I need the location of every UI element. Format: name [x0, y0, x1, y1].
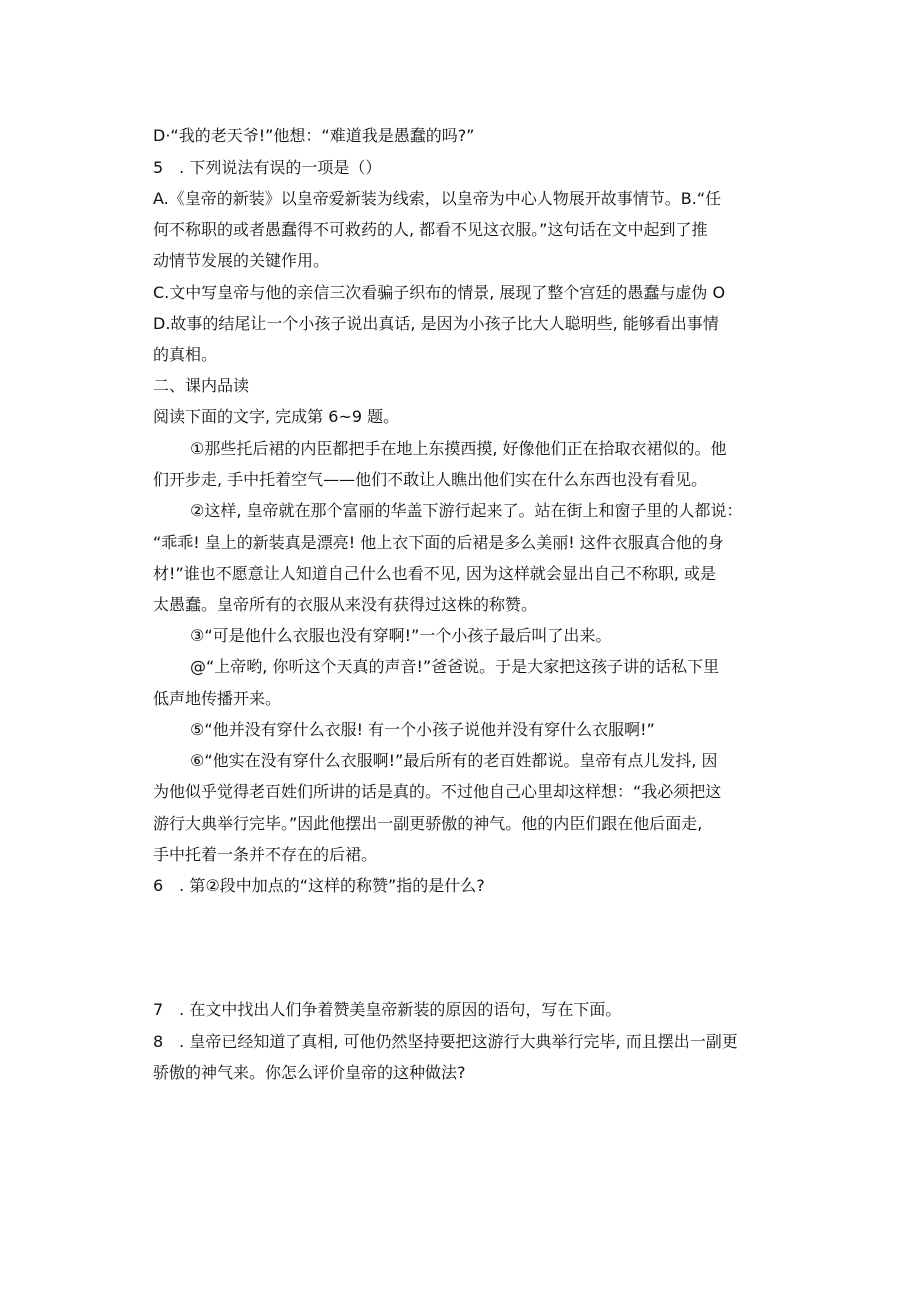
- paragraph-2-line-4: 太愚蠢。皇帝所有的衣服从来没有获得过这株的称赞。: [153, 595, 538, 614]
- option-d-line-1: D.故事的结尾让一个小孩子说出真话, 是因为小孩子比大人聪明些, 能够看出事情: [153, 314, 719, 333]
- paragraph-1-line-2: 们开步走, 手中托着空气——他们不敢让人瞧出他们实在什么东西也没有看见。: [153, 470, 708, 489]
- paragraph-3: ③“可是他什么衣服也没有穿啊!”一个小孩子最后叫了出来。: [190, 626, 612, 645]
- paragraph-2-line-3: 材!”谁也不愿意让人知道自己什么也看不见, 因为这样就会显出自己不称职, 或是: [153, 564, 717, 583]
- question-5: 5 . 下列说法有误的一项是（）: [153, 158, 382, 177]
- paragraph-2-line-1: ②这样, 皇帝就在那个富丽的华盖下游行起来了。站在街上和窗子里的人都说：: [190, 501, 743, 520]
- paragraph-1-line-1: ①那些托后裙的内臣都把手在地上东摸西摸, 好像他们正在拾取衣裙似的。他: [190, 439, 727, 458]
- paragraph-4-line-1: @“上帝哟, 你听这个天真的声音!”爸爸说。于是大家把这孩子讲的话私下里: [190, 657, 720, 676]
- question-8-line-1: 8 . 皇帝已经知道了真相, 可他仍然坚持要把这游行大典举行完毕, 而且摆出一副更: [153, 1032, 738, 1051]
- paragraph-6-line-3: 游行大典举行完毕。”因此他摆出一副更骄傲的神气。他的内臣们跟在他后面走,: [153, 814, 703, 833]
- paragraph-4-line-2: 低声地传播开来。: [153, 689, 282, 708]
- option-d-line-2: 的真相。: [153, 345, 218, 364]
- option-d-q4: D·“我的老天爷!”他想：“难道我是愚蠢的吗?”: [153, 126, 475, 145]
- question-6: 6 . 第②段中加点的“这样的称赞”指的是什么?: [153, 876, 485, 895]
- option-b-line-2: 何不称职的或者愚蠢得不可救药的人, 都看不见这衣服。”这句话在文中起到了推: [153, 220, 708, 239]
- option-b-line-3: 动情节发展的关键作用。: [153, 251, 330, 270]
- reading-instruction: 阅读下面的文字, 完成第 6~9 题。: [153, 407, 400, 426]
- paragraph-6-line-2: 为他似乎觉得老百姓们所讲的话是真的。不过他自己心里却这样想：“我必须把这: [153, 782, 722, 801]
- question-7: 7 . 在文中找出人们争着赞美皇帝新装的原因的语句，写在下面。: [153, 1000, 622, 1019]
- paragraph-6-line-4: 手中托着一条并不存在的后裙。: [153, 845, 378, 864]
- option-a-b-line-1: A.《皇帝的新装》以皇帝爱新装为线索，以皇帝为中心人物展开故事情节。B.“任: [153, 189, 722, 208]
- question-8-line-2: 骄傲的神气来。你怎么评价皇帝的这种做法?: [153, 1063, 466, 1082]
- paragraph-6-line-1: ⑥“他实在没有穿什么衣服啊!”最后所有的老百姓都说。皇帝有点儿发抖, 因: [190, 751, 718, 770]
- paragraph-5: ⑤“他并没有穿什么衣服! 有一个小孩子说他并没有穿什么衣服啊!”: [190, 720, 655, 739]
- section-heading: 二、课内品读: [153, 376, 250, 395]
- paragraph-2-line-2: “乖乖! 皇上的新装真是漂亮! 他上衣下面的后裙是多么美丽! 这件衣服真合他的身: [153, 533, 724, 552]
- option-c: C.文中写皇帝与他的亲信三次看骗子织布的情景, 展现了整个宫廷的愚蠢与虚伪 O: [153, 283, 726, 302]
